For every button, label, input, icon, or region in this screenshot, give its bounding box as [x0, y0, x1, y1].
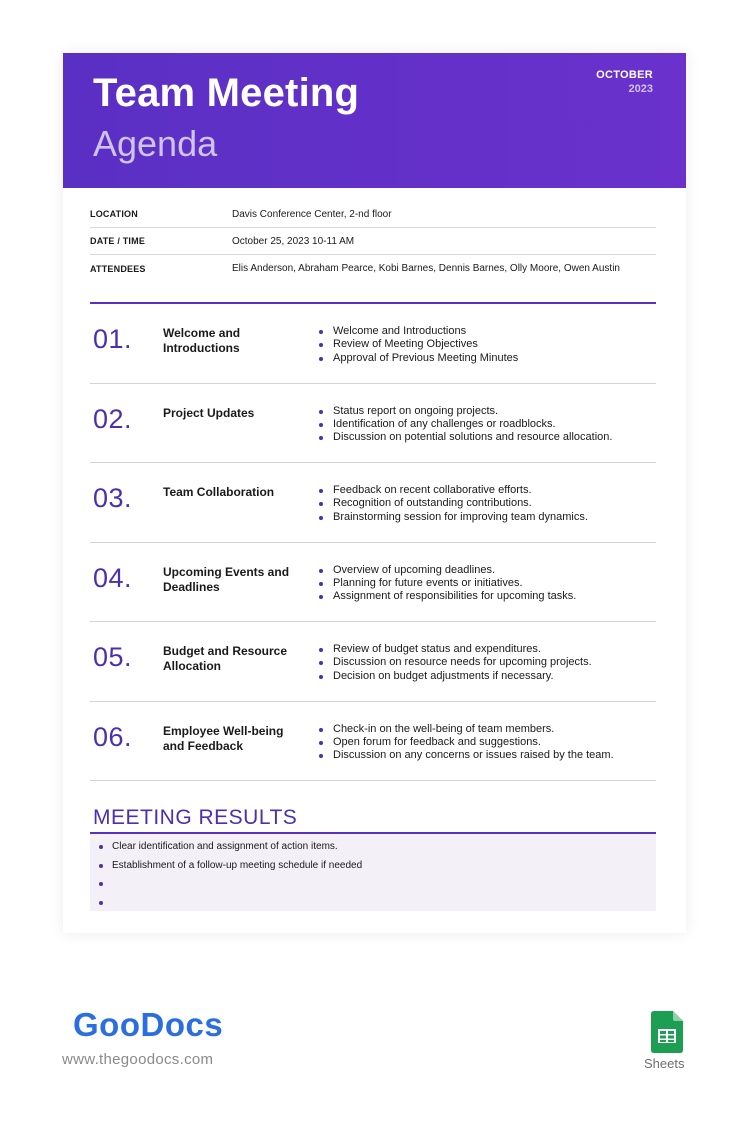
agenda-document: [63, 53, 686, 933]
agenda-point: Brainstorming session for improving team dynamics.: [318, 511, 658, 524]
agenda-item: [90, 622, 656, 702]
meeting-results-title: MEETING RESULTS: [93, 806, 298, 829]
agenda-point: Decision on budget adjustments if necessary.: [318, 670, 658, 683]
agenda-item: [90, 543, 656, 623]
agenda-point: Approval of Previous Meeting Minutes: [318, 352, 658, 365]
header-banner: [63, 53, 686, 188]
info-label: LOCATION: [90, 209, 138, 219]
agenda-item-title: Upcoming Events and Deadlines: [163, 564, 290, 594]
agenda-item: [90, 384, 656, 464]
agenda-point: Discussion on resource needs for upcoming projects.: [318, 656, 658, 669]
agenda-point: Discussion on potential solutions and resource allocation.: [318, 431, 658, 444]
result-item: [98, 896, 362, 915]
info-row-location: [90, 201, 656, 228]
title-main: Team Meeting: [93, 71, 360, 115]
result-item: Establishment of a follow-up meeting schedule if needed: [98, 859, 362, 878]
info-value: October 25, 2023 10-11 AM: [232, 235, 355, 247]
agenda-point: Review of budget status and expenditures.: [318, 643, 658, 656]
agenda-point: Review of Meeting Objectives: [318, 338, 658, 351]
year-label: 2023: [628, 83, 653, 95]
agenda-item-title: Team Collaboration: [163, 485, 275, 499]
agenda-point: Recognition of outstanding contributions.: [318, 497, 658, 510]
agenda-item-points: [318, 484, 658, 524]
info-row-date-time: [90, 228, 656, 255]
meeting-info-table: [90, 201, 656, 282]
agenda-list: [90, 304, 656, 781]
info-label: ATTENDEES: [90, 263, 146, 274]
info-value: Elis Anderson, Abraham Pearce, Kobi Barnes, Dennis Barnes, Olly Moore, Owen Austin: [232, 263, 620, 274]
agenda-point: Check-in on the well-being of team members.: [318, 723, 658, 736]
agenda-item-number: 05.: [93, 642, 133, 672]
agenda-point: Identification of any challenges or roadblocks.: [318, 418, 658, 431]
title-sub: Agenda: [93, 123, 218, 164]
info-row-attendees: [90, 255, 656, 282]
google-sheets-icon: [651, 1011, 683, 1053]
agenda-item-number: 06.: [93, 721, 133, 752]
result-item: Clear identification and assignment of action items.: [98, 840, 362, 859]
goodocs-logo: GooDocs: [73, 1006, 224, 1043]
meeting-results-list: [98, 840, 362, 914]
agenda-item-number: 02.: [93, 403, 133, 434]
result-item: [98, 877, 362, 896]
agenda-item: [90, 463, 656, 543]
agenda-item-number: 01.: [93, 324, 133, 354]
agenda-item-points: [318, 564, 658, 604]
month-label: OCTOBER: [596, 69, 653, 81]
agenda-item-title: Project Updates: [163, 405, 255, 420]
agenda-item-points: [318, 643, 658, 683]
agenda-point: Assignment of responsibilities for upcoming tasks.: [318, 590, 658, 603]
agenda-point: Discussion on any concerns or issues raised by the team.: [318, 749, 658, 762]
agenda-item-title: Budget and Resource Allocation: [163, 644, 288, 673]
agenda-item-number: 04.: [93, 562, 133, 593]
agenda-point: Feedback on recent collaborative efforts.: [318, 484, 658, 497]
agenda-point: Open forum for feedback and suggestions.: [318, 736, 658, 749]
agenda-item-title: Welcome and Introductions: [163, 326, 241, 355]
agenda-point: Welcome and Introductions: [318, 325, 658, 338]
agenda-item: [90, 702, 656, 782]
agenda-item-points: [318, 405, 658, 445]
agenda-item-title: Employee Well-being and Feedback: [163, 723, 284, 753]
agenda-item: [90, 304, 656, 384]
info-value: Davis Conference Center, 2-nd floor: [232, 208, 392, 220]
agenda-item-number: 03.: [93, 483, 133, 513]
website-url: www.thegoodocs.com: [62, 1051, 214, 1068]
meeting-results-box: [90, 834, 656, 911]
sheets-label: Sheets: [644, 1056, 685, 1071]
agenda-point: Status report on ongoing projects.: [318, 405, 658, 418]
info-label: DATE / TIME: [90, 236, 146, 246]
agenda-item-points: [318, 325, 658, 365]
agenda-point: Planning for future events or initiatives.: [318, 577, 658, 590]
agenda-point: Overview of upcoming deadlines.: [318, 564, 658, 577]
agenda-item-points: [318, 723, 658, 763]
